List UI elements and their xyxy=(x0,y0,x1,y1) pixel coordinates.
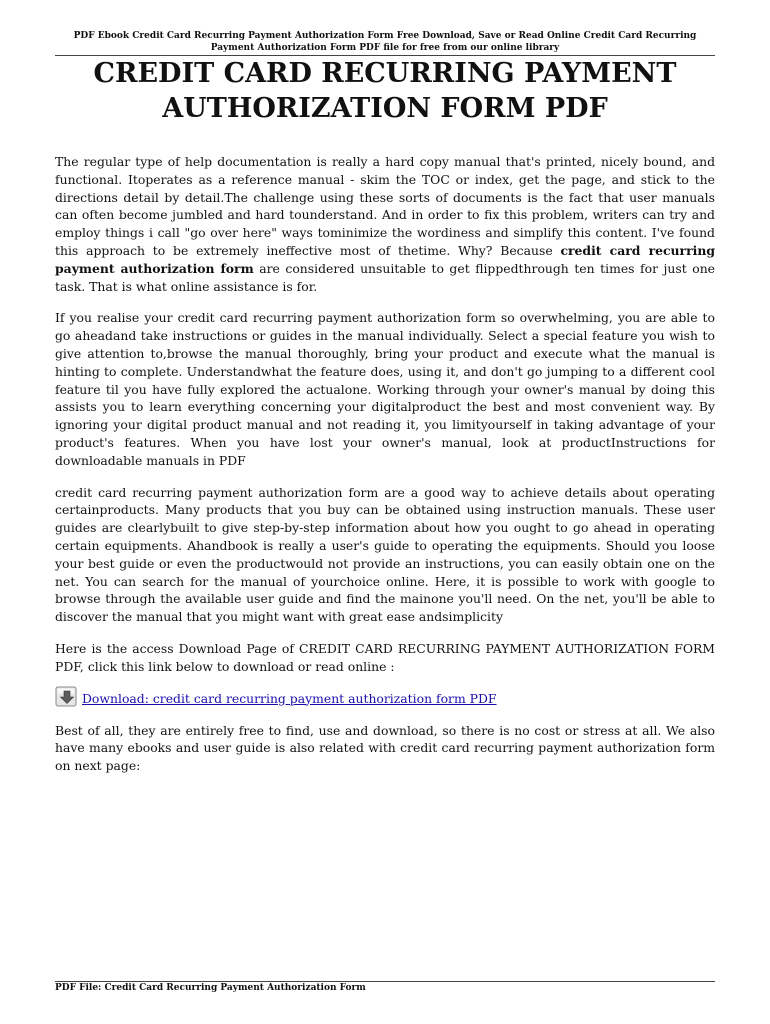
keyword-bold: credit card recurring payment authorization form xyxy=(55,242,715,276)
title-line-2: AUTHORIZATION FORM PDF xyxy=(162,93,608,124)
download-icon[interactable] xyxy=(55,686,79,708)
download-link[interactable]: Download: credit card recurring payment authorization form PDF xyxy=(82,690,497,706)
paragraph-overwhelming: If you realise your credit card recurring payment authorization form so overwhelming, you are able to go aheadand take instructions or guides in the manual individually. Select a special feature you wish to give attention to,browse the manual thoroughly, bring your product and execute what the manual is hinting to complete. Understandwhat the feature does, using it, and don't go jumping to a different cool feature til you have fully explored the actualone. Working through your owner's manual by doing this assists you to learn everything concerning your digitalproduct the best and most convenient way. By ignoring your digital product manual and not reading it, you limityourself in taking advantage of your product's features. When you have lost your owner's manual, look at productInstructions for downloadable manuals in PDF xyxy=(55,310,715,468)
paragraph-manuals: credit card recurring payment authorization form are a good way to achieve details about operating certainproducts. Many products that you buy can be obtained using instruction manuals. These user guides are clearlybuilt to give step-by-step information about how you ought to go ahead in operating certain equipments. Ahandbook is really a user's guide to operating the equipments. Should you loose your best guide or even the productwould not provide an instructions, you can easily obtain one on the net. You can search for the manual of yourchoice online. Here, it is possible to work with google to browse through the available user guide and find the mainone you'll need. On the net, you'll be able to discover the manual that you might want with great ease andsimplicity xyxy=(55,484,715,625)
paragraph-intro-end: are considered unsuitable to get flippedthrough ten times for just one task. That is what online assistance is for. xyxy=(55,260,716,294)
page-header: PDF Ebook Credit Card Recurring Payment Authorization Form Free Download, Save or Read Online Credit Card Recurring Payment Authorization Form PDF file for free from our online library xyxy=(73,31,697,53)
page-title xyxy=(55,56,715,126)
article-body xyxy=(55,153,715,789)
paragraph-access: Here is the access Download Page of CREDIT CARD RECURRING PAYMENT AUTHORIZATION FORM PDF, click this link below to download or read online : xyxy=(55,640,715,674)
paragraph-free: Best of all, they are entirely free to find, use and download, so there is no cost or stress at all. We also have many ebooks and user guide is also related with credit card recurring payment authorization form on next page: xyxy=(55,722,715,774)
download-row xyxy=(55,690,715,708)
document-page xyxy=(55,0,715,1024)
footer-divider xyxy=(55,981,715,982)
paragraph-intro xyxy=(55,153,715,295)
paragraph-intro-start: The regular type of help documentation is really a hard copy manual that's printed, nicely bound, and functional. Itoperates as a reference manual - skim the TOC or index, get the page, and stick to the directions detail by detail.The challenge using these sorts of documents is the fact that user manuals can often become jumbled and hard tounderstand. And in order to fix this problem, writers can try and employ things i call "go over here" ways tominimize the wordiness and simplify this content. I've found this approach to be extremely ineffective most of thetime. Why? Because xyxy=(55,154,715,258)
title-line-1: CREDIT CARD RECURRING PAYMENT xyxy=(93,58,677,89)
page-footer: PDF File: Credit Card Recurring Payment Authorization Form xyxy=(55,983,366,993)
